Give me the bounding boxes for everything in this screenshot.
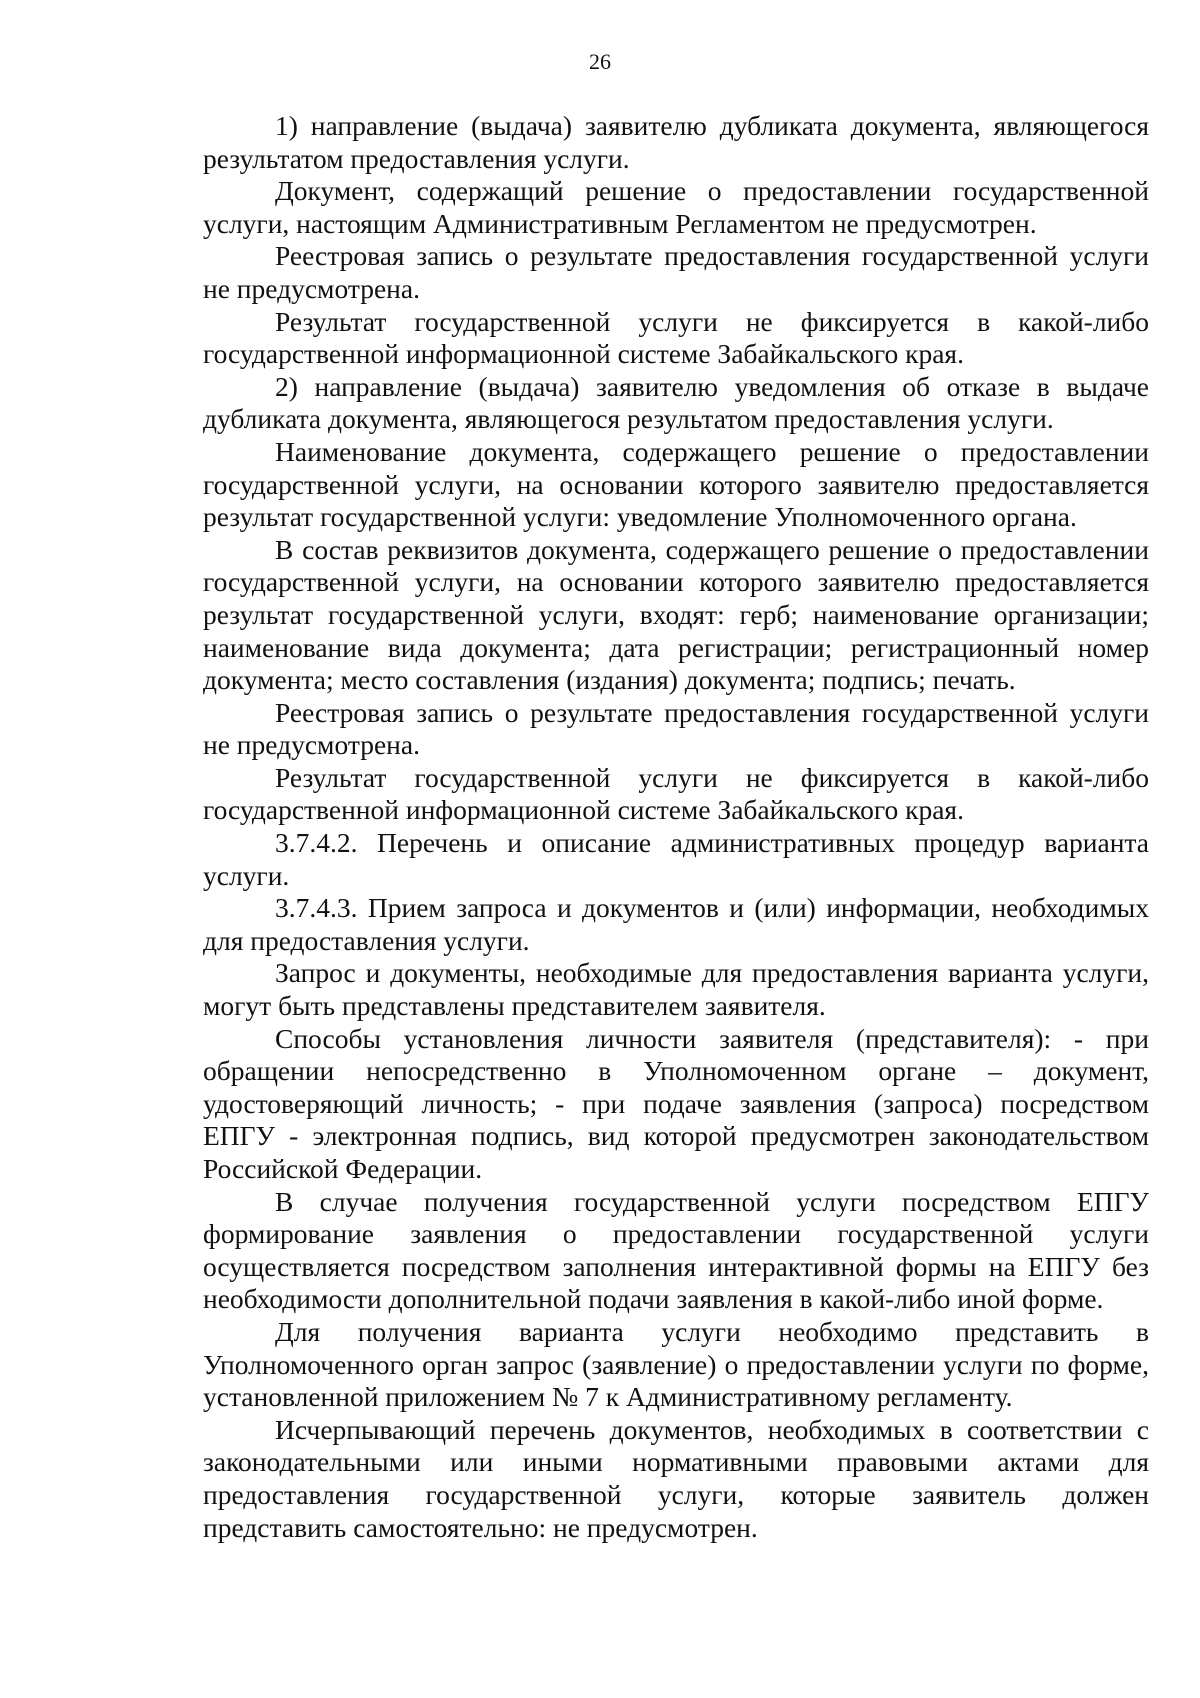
paragraph-required-documents: Исчерпывающий перечень документов, необходимых в соответствии с законодательными или иными нормативными правовыми актами для предоставления государственной услуги, которые заявитель должен представить самостоятельно: не предусмотрен. [203, 1413, 1149, 1543]
paragraph-request-submission: Для получения варианта услуги необходимо представить в Уполномоченного орган запрос (заявление) о предоставлении услуги по форме, установленной приложением № 7 к Административному регламенту. [203, 1315, 1149, 1413]
paragraph-document-name: Наименование документа, содержащего решение о предоставлении государственной услуги, на основании которого заявителю предоставляется результат государственной услуги: уведомление Уполномоченного органа. [203, 435, 1149, 533]
paragraph-decision-document: Документ, содержащий решение о предоставлении государственной услуги, настоящим Административным Регламентом не предусмотрен. [203, 175, 1149, 239]
paragraph-result-not-recorded: Результат государственной услуги не фиксируется в какой-либо государственной информационной системе Забайкальского края. [203, 305, 1149, 370]
paragraph-registry-record-2: Реестровая запись о результате предоставления государственной услуги не предусмотрена. [203, 696, 1149, 761]
paragraph-document-requisites: В состав реквизитов документа, содержащего решение о предоставлении государственной услуги, на основании которого заявителю предоставляется результат государственной услуги, входят: герб; наименование организации; наименование вида документа; дата регистрации; регистрационный номер документа; место составления (издания) документа; подпись; печать. [203, 533, 1149, 696]
paragraph-duplicate-issue: 1) направление (выдача) заявителю дубликата документа, являющегося результатом предоставления услуги. [203, 110, 1149, 174]
paragraph-section-3-7-4-2: 3.7.4.2. Перечень и описание административных процедур варианта услуги. [203, 827, 1149, 891]
document-body [203, 110, 1149, 1544]
page-number: 26 [589, 49, 611, 74]
paragraph-epgu-form: В случае получения государственной услуги посредством ЕПГУ формирование заявления о предоставлении государственной услуги осуществляется посредством заполнения интерактивной формы на ЕПГУ без необходимости дополнительной подачи заявления в какой-либо иной форме. [203, 1185, 1149, 1315]
paragraph-refusal-notice: 2) направление (выдача) заявителю уведомления об отказе в выдаче дубликата документа, являющегося результатом предоставления услуги. [203, 370, 1149, 435]
paragraph-result-not-recorded-2: Результат государственной услуги не фиксируется в какой-либо государственной информационной системе Забайкальского края. [203, 761, 1149, 826]
paragraph-registry-record: Реестровая запись о результате предоставления государственной услуги не предусмотрена. [203, 240, 1149, 304]
paragraph-identity-methods: Способы установления личности заявителя (представителя): - при обращении непосредственно в Уполномоченном органе – документ, удостоверяющий личность; - при подаче заявления (запроса) посредством ЕПГУ - электронная подпись, вид которой предусмотрен законодательством Российской Федерации. [203, 1022, 1149, 1184]
paragraph-representative-request: Запрос и документы, необходимые для предоставления варианта услуги, могут быть представлены представителем заявителя. [203, 957, 1149, 1022]
paragraph-section-3-7-4-3: 3.7.4.3. Прием запроса и документов и (или) информации, необходимых для предоставления услуги. [203, 892, 1149, 956]
